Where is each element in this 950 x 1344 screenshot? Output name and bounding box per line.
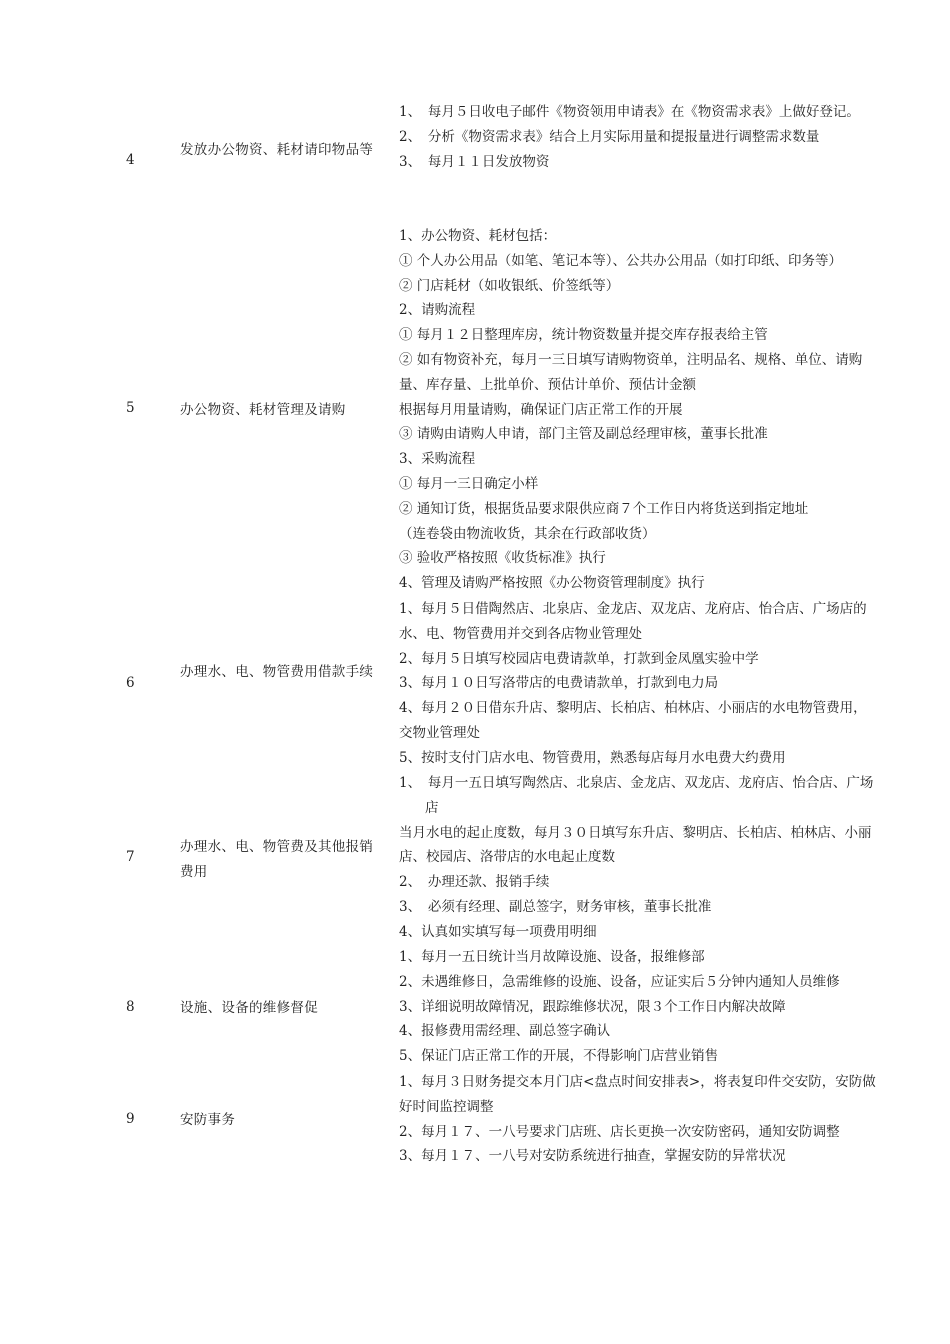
detail-line: 3、采购流程 [399,451,476,468]
detail-line: 店、校园店、洛带店的水电起止度数 [399,849,615,866]
detail-line: 3、 每月１１日发放物资 [399,153,550,170]
row-number: 7 [126,849,135,865]
detail-line: ① 每月一三日确定小样 [399,475,539,492]
row-number: 5 [126,400,135,416]
detail-line: 4、报修费用需经理、副总签字确认 [399,1023,611,1040]
detail-line: 根据每月用量请购，确保证门店正常工作的开展 [399,401,683,418]
detail-line: 2、未遇维修日，急需维修的设施、设备，应证实后５分钟内通知人员维修 [399,973,840,990]
detail-line: 2、请购流程 [399,302,476,319]
task-name: 设施、设备的维修督促 [180,1000,318,1016]
detail-line: 1、每月３日财务提交本月门店<盘点时间安排表>，将表复印件交安防，安防做 [399,1074,876,1090]
detail-line: 4、每月２０日借东升店、黎明店、长柏店、柏林店、小丽店的水电物管费用， [399,700,867,717]
row-number: 4 [126,152,135,168]
task-details [399,1070,904,1169]
detail-line: 4、认真如实填写每一项费用明细 [399,923,597,940]
detail-line: 店 [425,799,439,816]
task-details [399,224,904,596]
task-details [399,771,904,945]
detail-line: 4、管理及请购严格按照《办公物资管理制度》执行 [399,575,705,592]
task-name: 安防事务 [180,1112,236,1128]
row-number: 8 [126,999,135,1015]
task-name: 办理水、电、物管费及其他报销费用 [180,839,374,880]
detail-line: 量、库存量、上批单价、预估计单价、预估计金额 [399,376,696,393]
detail-line: ③ 验收严格按照《收货标准》执行 [399,550,606,567]
detail-line: 1、每月一五日统计当月故障设施、设备，报维修部 [399,949,705,965]
detail-line: 1、每月５日借陶然店、北泉店、金龙店、双龙店、龙府店、怡合店、广场店的 [399,601,867,617]
detail-line: 5、按时支付门店水电、物管费用，熟悉每店每月水电费大约费用 [399,749,786,766]
task-details [399,945,904,1069]
detail-line: （连卷袋由物流收货，其余在行政部收货） [399,525,656,542]
task-name: 发放办公物资、耗材请印物品等 [180,142,374,158]
detail-line: 好时间监控调整 [399,1098,494,1115]
detail-line: 3、每月１０日写洛带店的电费请款单，打款到电力局 [399,675,719,692]
detail-line: 2、每月１７、一八号要求门店班、店长更换一次安防密码，通知安防调整 [399,1123,840,1140]
detail-line: 2、 办理还款、报销手续 [399,874,550,891]
task-details [399,597,904,771]
task-name: 办公物资、耗材管理及请购 [180,402,346,418]
detail-line: 交物业管理处 [399,724,480,741]
detail-line: ① 每月１２日整理库房，统计物资数量并提交库存报表给主管 [399,327,768,344]
row-number: 9 [126,1111,135,1127]
detail-line: 水、电、物管费用并交到各店物业管理处 [399,625,642,642]
detail-line: ① 个人办公用品（如笔、笔记本等）、公共办公用品（如打印纸、印务等） [399,252,843,269]
detail-line: ② 通知订货，根据货品要求限供应商７个工作日内将货送到指定地址 [399,500,809,517]
detail-line: 5、保证门店正常工作的开展，不得影响门店营业销售 [399,1048,719,1065]
detail-line: 1、 每月一五日填写陶然店、北泉店、金龙店、双龙店、龙府店、怡合店、广场 [399,775,874,791]
detail-line: 2、每月５日填写校园店电费请款单，打款到金凤凰实验中学 [399,650,759,667]
row-number: 6 [126,675,135,691]
detail-line: ② 门店耗材（如收银纸、价签纸等） [399,277,620,294]
detail-line: 1、办公物资、耗材包括： [399,228,557,244]
task-name: 办理水、电、物管费用借款手续 [180,664,374,680]
detail-line: 2、 分析《物资需求表》结合上月实际用量和提报量进行调整需求数量 [399,128,820,145]
detail-line: 当月水电的起止度数，每月３０日填写东升店、黎明店、长柏店、柏林店、小丽 [399,824,872,841]
detail-line: 3、详细说明故障情况，跟踪维修状况，限３个工作日内解决故障 [399,998,786,1015]
task-details [399,100,904,174]
detail-line: ③ 请购由请购人申请，部门主管及副总经理审核，董事长批准 [399,426,768,443]
detail-line: ② 如有物资补充，每月一三日填写请购物资单，注明品名、规格、单位、请购 [399,351,863,368]
detail-line: 3、每月１７、一八号对安防系统进行抽查，掌握安防的异常状况 [399,1148,786,1165]
detail-line: 1、 每月５日收电子邮件《物资领用申请表》在《物资需求表》上做好登记。 [399,104,860,120]
detail-line: 3、 必须有经理、副总签字，财务审核，董事长批准 [399,898,712,915]
